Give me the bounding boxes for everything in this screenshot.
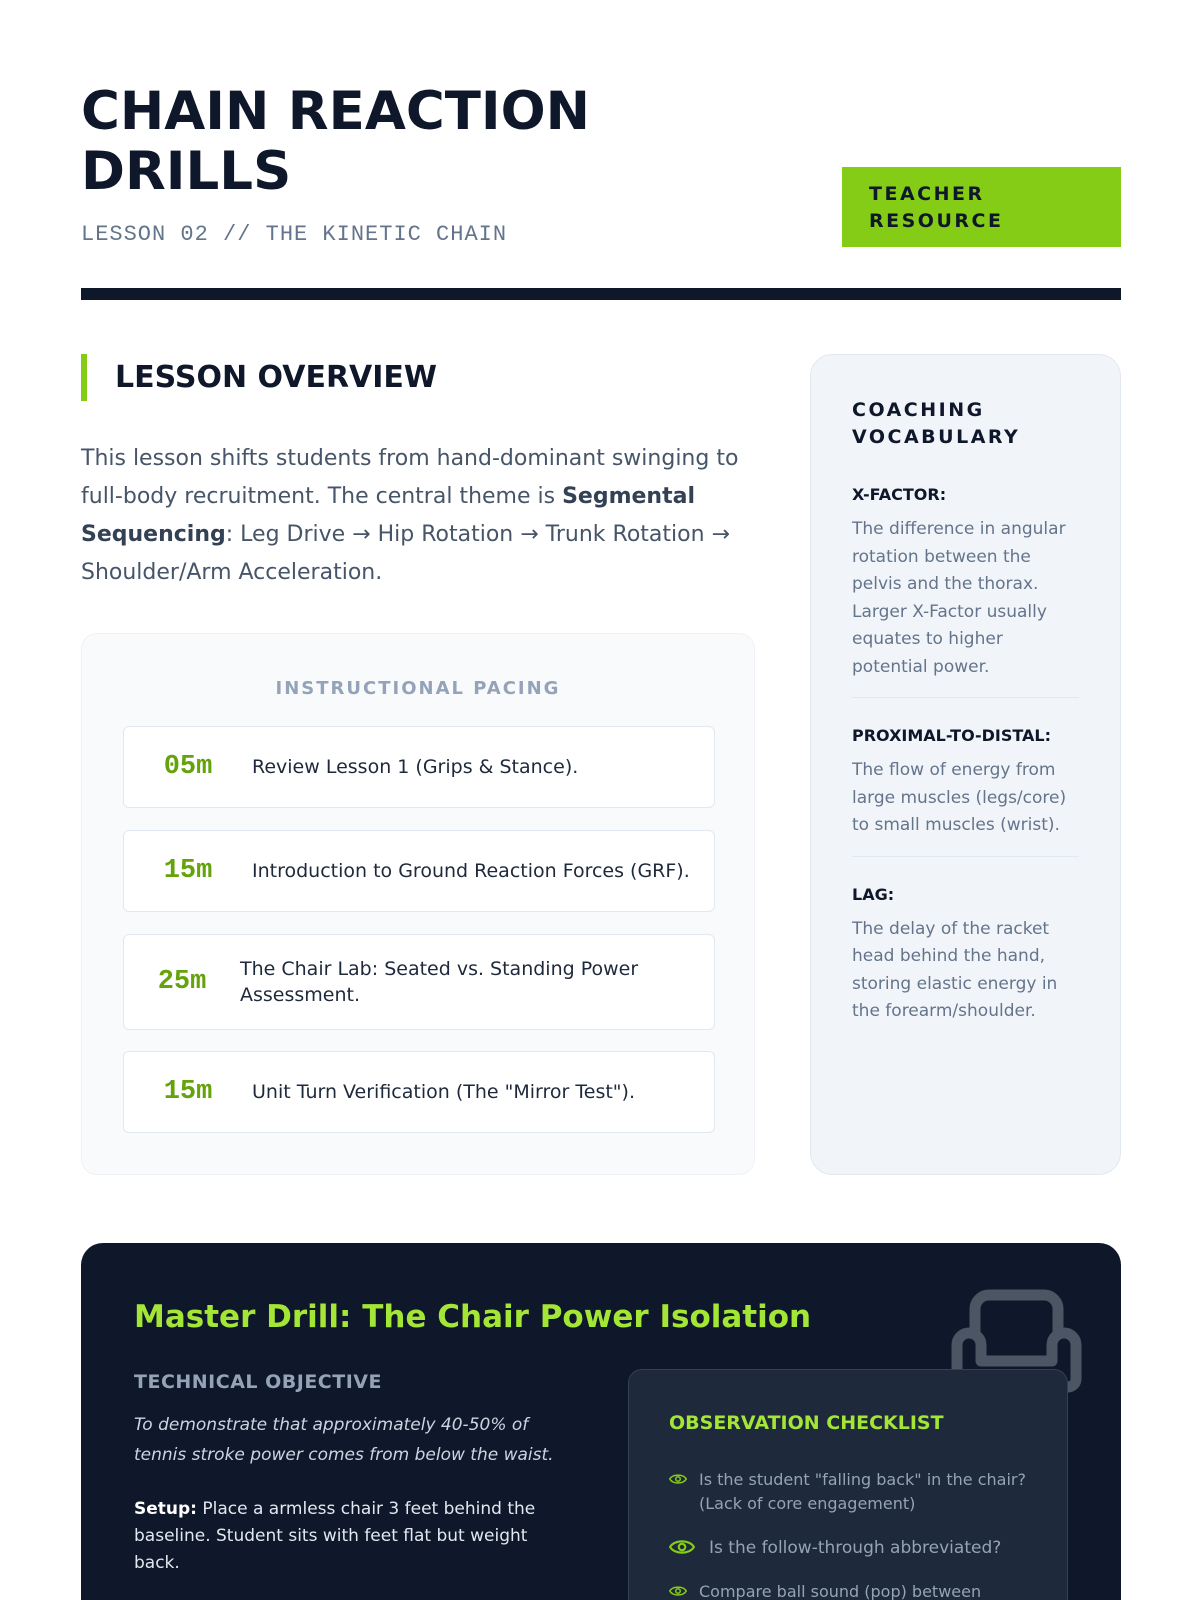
- pacing-time: 15m: [163, 856, 213, 886]
- objective-text: To demonstrate that approximately 40-50% of tennis stroke power comes from below the waist.: [134, 1415, 554, 1465]
- vocab-definition: The delay of the racket head behind the hand, storing elastic energy in the forearm/shoulder.: [852, 918, 1058, 1021]
- overview-text-sequence: : Leg Drive → Hip Rotation → Trunk Rotation → Shoulder/Arm Acceleration.: [81, 522, 730, 585]
- vocab-divider: [852, 697, 1079, 698]
- vocabulary-title: COACHING VOCABULARY: [852, 399, 1021, 448]
- pacing-description: The Chair Lab: Seated vs. Standing Power Assessment.: [240, 958, 639, 1006]
- eye-icon: [669, 1472, 687, 1486]
- pacing-title: INSTRUCTIONAL PACING: [275, 678, 561, 699]
- checklist-item-text: Is the student "falling back" in the chair? (Lack of core engagement): [699, 1470, 1026, 1513]
- pacing-time: 15m: [163, 1077, 213, 1107]
- pacing-time: 05m: [163, 752, 213, 782]
- pacing-row: [123, 726, 715, 808]
- checklist-item: [669, 1468, 1027, 1516]
- page-header: [81, 82, 1121, 302]
- vocab-term: X-FACTOR:: [852, 485, 947, 504]
- setup-label: Setup:: [134, 1499, 197, 1519]
- master-drill-panel: [81, 1243, 1121, 1600]
- vocab-divider: [852, 856, 1079, 857]
- eye-icon: [669, 1584, 687, 1598]
- instructional-pacing-card: [81, 633, 755, 1175]
- objective-heading: TECHNICAL OBJECTIVE: [134, 1371, 382, 1393]
- header-divider: [81, 288, 1121, 300]
- checklist-item-text: Compare ball sound (pop) between: [699, 1582, 982, 1600]
- overview-text: [81, 440, 761, 592]
- pacing-time: 25m: [157, 967, 207, 997]
- pacing-row: [123, 830, 715, 912]
- pacing-row: [123, 1051, 715, 1133]
- lesson-subtitle: LESSON 02 // THE KINETIC CHAIN: [81, 222, 508, 247]
- setup-text: [134, 1496, 554, 1577]
- vocab-definition: The flow of energy from large muscles (legs/core) to small muscles (wrist).: [852, 760, 1067, 835]
- pacing-description: Introduction to Ground Reaction Forces (GRF).: [252, 860, 690, 882]
- checklist-item-text: Is the follow-through abbreviated?: [709, 1538, 1002, 1558]
- overview-text-bold: Segmental Sequencing: [81, 484, 696, 547]
- overview-text-intro: This lesson shifts students from hand-dominant swinging to full-body recruitment. The central theme is: [81, 446, 739, 509]
- setup-instructions: Place a armless chair 3 feet behind the baseline. Student sits with feet flat but weight back.: [134, 1499, 536, 1573]
- pacing-description: Review Lesson 1 (Grips & Stance).: [252, 756, 579, 778]
- pacing-row: [123, 934, 715, 1030]
- overview-heading: LESSON OVERVIEW: [81, 354, 437, 401]
- vocab-term: LAG:: [852, 884, 895, 904]
- page-title: CHAIN REACTION DRILLS: [81, 81, 591, 202]
- teacher-resource-badge: TEACHER RESOURCE: [842, 167, 1121, 247]
- coaching-vocabulary-card: [810, 354, 1121, 1175]
- checklist-title: OBSERVATION CHECKLIST: [669, 1412, 944, 1434]
- drill-title: Master Drill: The Chair Power Isolation: [134, 1299, 812, 1335]
- vocab-definition: The difference in angular rotation between the pelvis and the thorax. Larger X-Factor usually equates to higher potential power.: [852, 519, 1066, 677]
- checklist-item: [669, 1536, 1027, 1560]
- vocab-term: PROXIMAL-TO-DISTAL:: [852, 726, 1052, 745]
- checklist-item: [669, 1580, 1027, 1600]
- eye-icon: [669, 1537, 695, 1557]
- observation-checklist: [628, 1369, 1068, 1600]
- pacing-description: Unit Turn Verification (The "Mirror Test").: [252, 1081, 635, 1103]
